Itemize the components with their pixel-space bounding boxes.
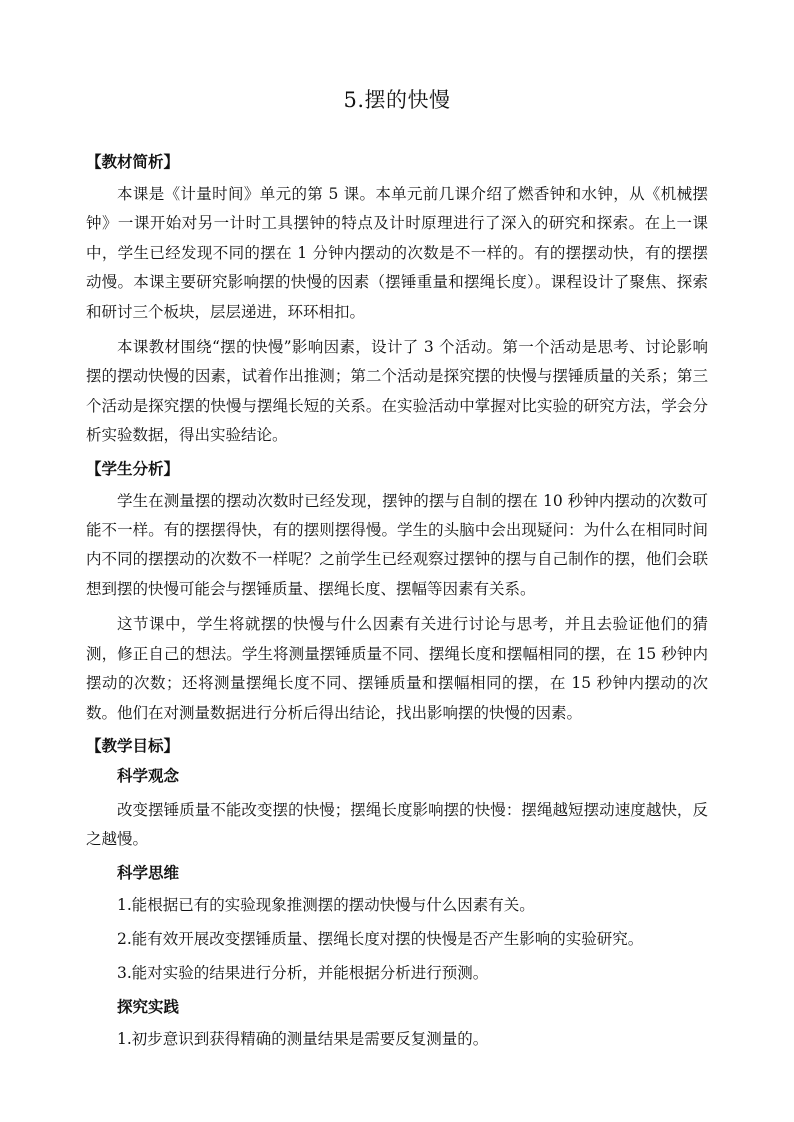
section-heading-material: 【教材简析】 — [86, 153, 180, 171]
page-title: 5.摆的快慢 — [343, 88, 451, 112]
subheading-concept: 科学观念 — [117, 766, 180, 785]
material-paragraph-2: 本课教材围绕“摆的快慢”影响因素，设计了 3 个活动。第一个活动是思考、讨论影响摆的摆动快慢的因素，试着作出推测；第二个活动是探究摆的快慢与摆锤质量的关系；第三个活动是探究摆的快慢与摆绳长短的关系。在实验活动中掌握对比实验的研究方法，学会分析实验数据，得出实验结论。 — [86, 338, 708, 445]
thinking-item-3: 3.能对实验的结果进行分析，并能根据分析进行预测。 — [117, 963, 489, 982]
thinking-item-1: 1.能根据已有的实验现象推测摆的摆动快慢与什么因素有关。 — [117, 895, 535, 914]
subheading-thinking: 科学思维 — [117, 863, 180, 882]
concept-paragraph: 改变摆锤质量不能改变摆的快慢；摆绳长度影响摆的快慢：摆绳越短摆动速度越快，反之越慢。 — [86, 800, 708, 849]
document-body — [86, 150, 708, 1061]
students-paragraph-1: 学生在测量摆的摆动次数时已经发现，摆钟的摆与自制的摆在 10 秒钟内摆动的次数可能不一样。有的摆摆得快，有的摆则摆得慢。学生的头脑中会出现疑问：为什么在相同时间内不同的摆摆动的次数不一样呢？之前学生已经观察过摆钟的摆与自己制作的摆，他们会联想到摆的快慢可能会与摆锤质量、摆绳长度、摆幅等因素有关系。 — [86, 491, 708, 598]
material-paragraph-1: 本课是《计量时间》单元的第 5 课。本单元前几课介绍了燃香钟和水钟，从《机械摆钟》一课开始对另一计时工具摆钟的特点及计时原理进行了深入的研究和探索。在上一课中，学生已经发现不同的摆在 1 分钟内摆动的次数是不一样的。有的摆摆动快，有的摆摆动慢。本课主要研究影响摆的快慢的因素（摆锤重量和摆绳长度）。课程设计了聚焦、探索和研讨三个板块，层层递进，环环相扣。 — [86, 185, 708, 321]
section-heading-goals: 【教学目标】 — [86, 736, 180, 755]
section-heading-students: 【学生分析】 — [86, 459, 180, 478]
thinking-item-2: 2.能有效开展改变摆锤质量、摆绳长度对摆的快慢是否产生影响的实验研究。 — [117, 929, 644, 948]
practice-item-1: 1.初步意识到获得精确的测量结果是需要反复测量的。 — [117, 1029, 489, 1048]
students-paragraph-2: 这节课中，学生将就摆的快慢与什么因素有关进行讨论与思考，并且去验证他们的猜测，修正自己的想法。学生将测量摆锤质量不同、摆绳长度和摆幅相同的摆，在 15 秒钟内摆动的次数；还将测量摆绳长度不同、摆锤质量和摆幅相同的摆，在 15 秒钟内摆动的次数。他们在对测量数据进行分析后得出结论，找出影响摆的快慢的因素。 — [86, 615, 708, 722]
subheading-practice: 探究实践 — [117, 997, 180, 1016]
